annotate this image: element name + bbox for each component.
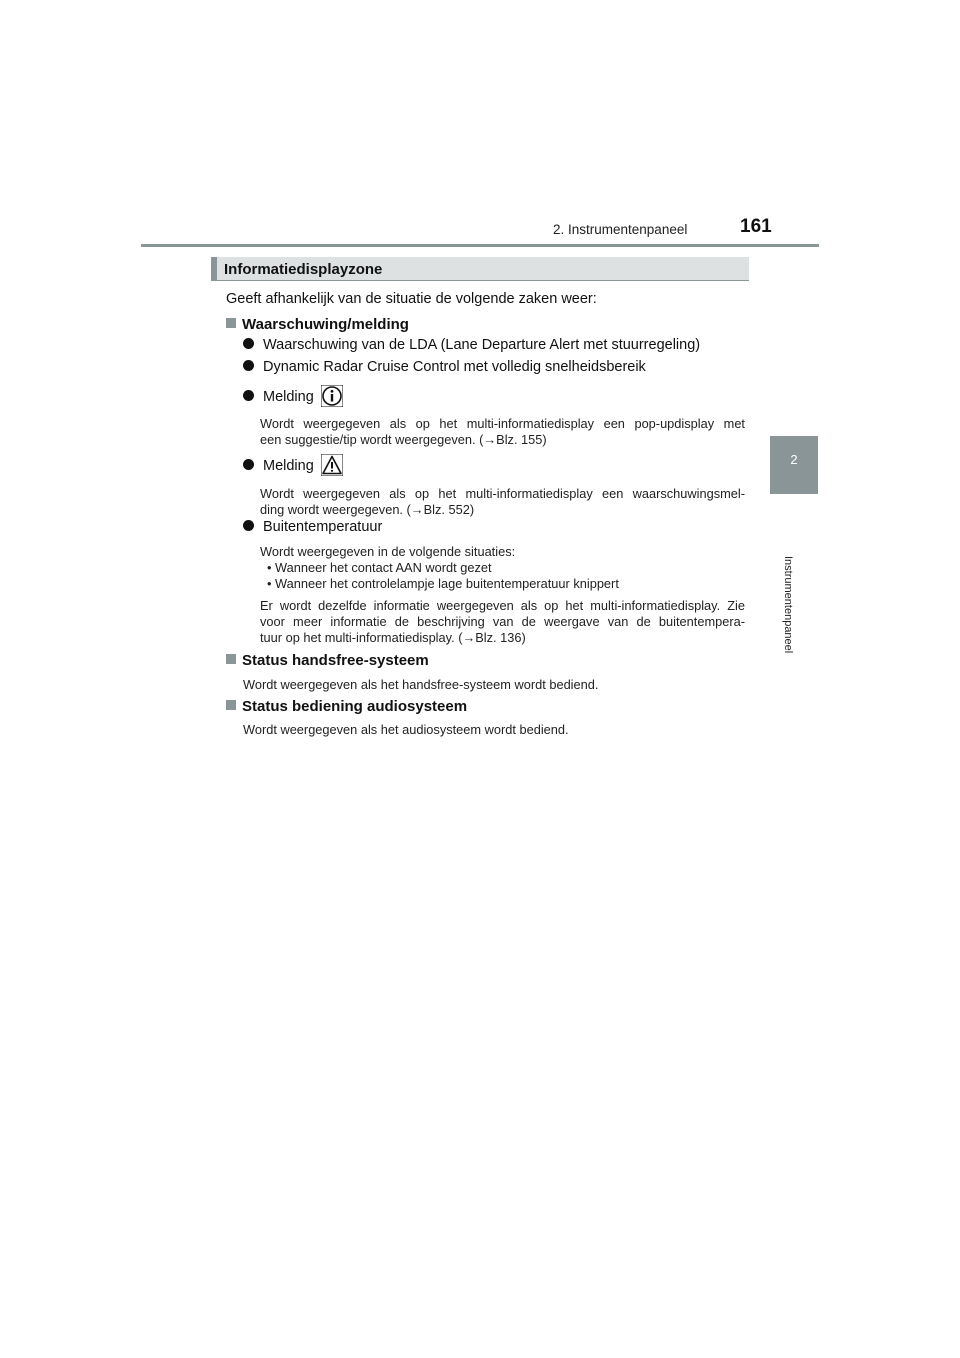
- list-item: Dynamic Radar Cruise Control met volledig snelheidsbereik: [243, 359, 646, 375]
- warning-triangle-icon: [321, 454, 343, 476]
- intro-text: Geeft afhankelijk van de situatie de volgende zaken weer:: [226, 291, 597, 307]
- group-description: Wordt weergegeven als het handsfree-systeem wordt bediend.: [243, 677, 599, 692]
- list-item: Melding: [243, 458, 314, 474]
- chapter-tab-number: 2: [790, 452, 798, 467]
- bullet-dot-icon: [243, 338, 254, 349]
- bullet-dot-icon: [243, 390, 254, 401]
- item-description: Wordt weergegeven in de volgende situaties: • Wanneer het contact AAN wordt gezet • Wanneer het controlelampje lage buitentemperatuur knippert: [260, 544, 745, 592]
- info-icon: [321, 385, 343, 407]
- header-rule: [141, 244, 819, 247]
- header-section-title: 2. Instrumentenpaneel: [553, 222, 688, 237]
- square-bullet-icon: [226, 700, 236, 710]
- group-description: Wordt weergegeven als het audiosysteem wordt bediend.: [243, 722, 569, 737]
- item-description: Wordt weergegeven als op het multi-informatiedisplay een waarschuwingsmel- ding wordt weergegeven. (→Blz. 552): [260, 486, 745, 517]
- list-item: Waarschuwing van de LDA (Lane Departure Alert met stuurregeling): [243, 337, 700, 353]
- group-heading-handsfree: Status handsfree-systeem: [226, 652, 429, 669]
- sub-list-item: • Wanneer het controlelampje lage buitentemperatuur knippert: [267, 576, 619, 591]
- item-note: Er wordt dezelfde informatie weergegeven als op het multi-informatiedisplay. Zie voor meer informatie de beschrijving van de weergave van de buitentempera- tuur op het multi-informatiedisplay. (→Blz. 136): [260, 598, 745, 645]
- group-heading-audio: Status bediening audiosysteem: [226, 698, 467, 715]
- bullet-dot-icon: [243, 459, 254, 470]
- square-bullet-icon: [226, 318, 236, 328]
- page-number: 161: [740, 216, 772, 237]
- group-heading-warning: Waarschuwing/melding: [226, 316, 409, 333]
- bullet-dot-icon: [243, 360, 254, 371]
- section-heading-title: Informatiedisplayzone: [224, 261, 383, 278]
- sub-list-item: • Wanneer het contact AAN wordt gezet: [267, 560, 492, 575]
- item-description: Wordt weergegeven als op het multi-informatiedisplay een pop-updisplay met een suggestie/tip wordt weergegeven. (→Blz. 155): [260, 416, 745, 447]
- list-item: Melding: [243, 389, 314, 405]
- bullet-dot-icon: [243, 520, 254, 531]
- list-item: Buitentemperatuur: [243, 519, 382, 535]
- chapter-tab-label: Instrumentenpaneel: [782, 556, 794, 654]
- square-bullet-icon: [226, 654, 236, 664]
